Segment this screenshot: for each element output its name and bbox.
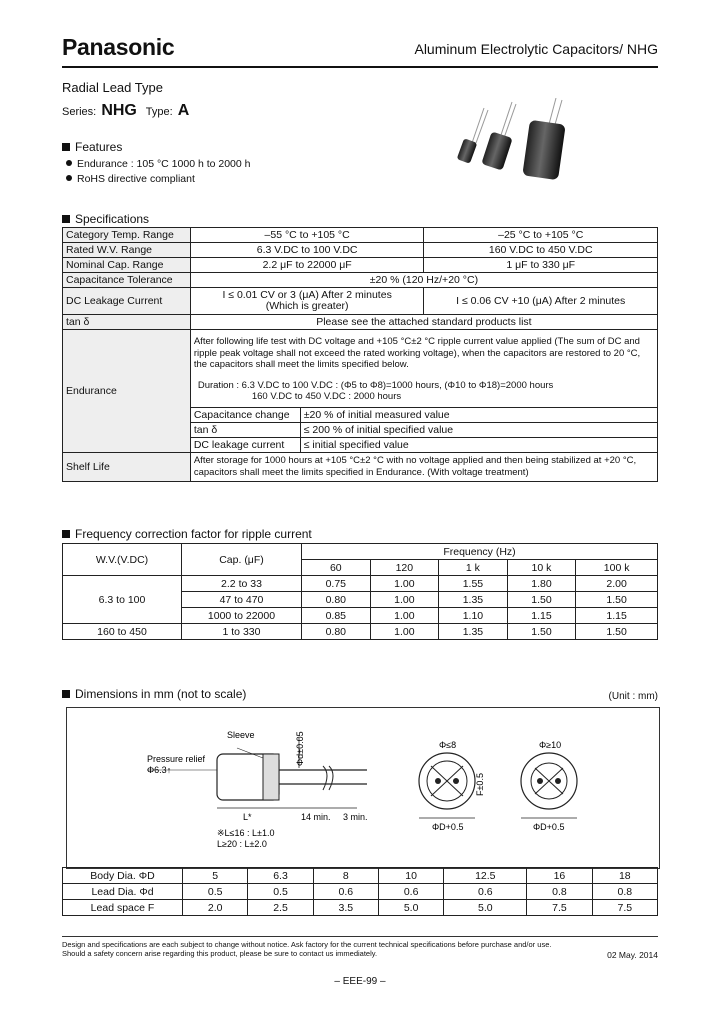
- pressure-relief-label: Pressure relief: [147, 754, 206, 764]
- pressure-relief-size: Φ6.3↑: [147, 765, 172, 775]
- spec-label: Nominal Cap. Range: [63, 258, 191, 273]
- type-label: Type:: [145, 106, 173, 118]
- bullet-dot-icon: [66, 160, 72, 166]
- table-row: Shelf Life After storage for 1000 hours at +105 °C±2 °C with no voltage applied and then being stabilized at +20 °C, capacitors shall meet the limits specified in Endurance. (With voltage treatment): [63, 452, 658, 481]
- feature-item: RoHS directive compliant: [66, 172, 251, 187]
- spec-label: DC Leakage Current: [63, 288, 191, 315]
- lead-space-label: F±0.5: [475, 773, 485, 796]
- dimensions-table: [62, 867, 658, 916]
- brand-logo: Panasonic: [62, 34, 175, 60]
- bullet-square-icon: [62, 143, 70, 151]
- table-row: tan δ ≤ 200 % of initial specified value: [63, 422, 658, 437]
- table-row: tan δ Please see the attached standard products list: [63, 315, 658, 330]
- table-row: Body Dia. ΦD 5 6.3 8 10 12.5 16 18: [63, 868, 658, 884]
- table-row: Endurance After following life test with DC voltage and +105 °C±2 °C ripple current value applied (The sum of DC and ripple peak voltage shall not exceed the rated working voltage), when the capacitors are restored to 20 °C, the capacitors shall meet the limits specified below. Duration : 6.3 V.DC to 100 V.DC : (Φ5 to Φ8)=1000 hours, (Φ10 to Φ18)=2000 hours 160 V.DC to 450 V.DC : 2000 hours: [63, 330, 658, 408]
- table-row: 160 to 450 1 to 330 0.80 1.00 1.35 1.50 1.50: [63, 624, 658, 640]
- document-title: Aluminum Electrolytic Capacitors/ NHG: [414, 41, 658, 57]
- dimensions-heading: Dimensions in mm (not to scale): [62, 687, 246, 701]
- issue-date: 02 May. 2014: [607, 950, 658, 960]
- capacitor-photo: [452, 98, 592, 183]
- lead-length-label: 14 min.: [301, 812, 331, 822]
- spec-label: Capacitance Tolerance: [63, 273, 191, 288]
- spec-label: Shelf Life: [63, 452, 191, 481]
- table-row: Category Temp. Range –55 °C to +105 °C –25 °C to +105 °C: [63, 228, 658, 243]
- spec-label: Rated W.V. Range: [63, 243, 191, 258]
- table-row: 1000 to 22000 0.85 1.00 1.10 1.15 1.15: [63, 608, 658, 624]
- specifications-table: [62, 227, 658, 482]
- series-label: Series:: [62, 106, 97, 118]
- disclaimer-note: Design and specifications are each subject to change without notice. Ask factory for the current technical specifications before purchase and/or use. Should a safety concern arise regarding this product, please be sure to contact us immediately.: [62, 940, 552, 958]
- table-row: 60 120 1 k 10 k 100 k: [63, 560, 658, 576]
- table-row: W.V.(V.DC) Cap. (μF) Frequency (Hz): [63, 544, 658, 560]
- footer-rule: [62, 936, 658, 937]
- features-list: [66, 157, 251, 187]
- dimension-drawing: [67, 708, 659, 868]
- frequency-heading: Frequency correction factor for ripple current: [62, 527, 312, 541]
- endurance-text: After following life test with DC voltage and +105 °C±2 °C ripple current value applied (The sum of DC and ripple peak voltage shall not exceed the rated working voltage), when the capacitors are restored to 20 °C, the capacitors shall meet the limits specified below.: [193, 336, 641, 370]
- lead-min-label: 3 min.: [343, 812, 368, 822]
- table-row: 47 to 470 0.80 1.00 1.35 1.50 1.50: [63, 592, 658, 608]
- spec-label: Category Temp. Range: [63, 228, 191, 243]
- spec-label: tan δ: [63, 315, 191, 330]
- unit-label: (Unit : mm): [608, 691, 658, 702]
- specifications-heading: Specifications: [62, 212, 149, 226]
- frequency-table: [62, 543, 658, 640]
- table-row: Capacitance change ±20 % of initial measured value: [63, 407, 658, 422]
- lead-dia-label: Φd±0.05: [295, 731, 305, 766]
- feature-item: Endurance : 105 °C 1000 h to 2000 h: [66, 157, 251, 172]
- type-value: A: [177, 102, 190, 119]
- table-row: Lead space F 2.0 2.5 3.5 5.0 5.0 7.5 7.5: [63, 900, 658, 916]
- length-label: L*: [243, 812, 252, 822]
- table-row: 6.3 to 100 2.2 to 33 0.75 1.00 1.55 1.80 2.00: [63, 576, 658, 592]
- series-row: [62, 102, 195, 120]
- header-rule: [62, 66, 658, 68]
- small-dia-label: Φ≤8: [439, 740, 457, 750]
- table-row: Capacitance Tolerance ±20 % (120 Hz/+20 °C): [63, 273, 658, 288]
- dimension-drawing-box: [66, 707, 660, 869]
- large-dia-label: Φ≥10: [539, 740, 562, 750]
- series-value: NHG: [101, 102, 137, 119]
- spec-label: Endurance: [63, 330, 191, 453]
- bullet-square-icon: [62, 530, 70, 538]
- sub-title: Radial Lead Type: [62, 80, 163, 95]
- table-row: DC leakage current ≤ initial specified value: [63, 437, 658, 452]
- table-row: Nominal Cap. Range 2.2 μF to 22000 μF 1 μF to 330 μF: [63, 258, 658, 273]
- body-dia-label-2: ΦD+0.5: [533, 822, 565, 832]
- length-note-2: L≥20 : L±2.0: [217, 839, 267, 849]
- table-row: Rated W.V. Range 6.3 V.DC to 100 V.DC 160 V.DC to 450 V.DC: [63, 243, 658, 258]
- table-row: Lead Dia. Φd 0.5 0.5 0.6 0.6 0.6 0.8 0.8: [63, 884, 658, 900]
- table-row: DC Leakage Current I ≤ 0.01 CV or 3 (μA) After 2 minutes (Which is greater) I ≤ 0.06 CV +10 (μA) After 2 minutes: [63, 288, 658, 315]
- body-dia-label-1: ΦD+0.5: [432, 822, 464, 832]
- page-number: – EEE-99 –: [334, 976, 386, 987]
- bullet-square-icon: [62, 215, 70, 223]
- bullet-dot-icon: [66, 175, 72, 181]
- features-heading: Features: [62, 140, 122, 154]
- bullet-square-icon: [62, 690, 70, 698]
- length-note-1: ※L≤16 : L±1.0: [217, 828, 275, 838]
- sleeve-label: Sleeve: [227, 730, 255, 740]
